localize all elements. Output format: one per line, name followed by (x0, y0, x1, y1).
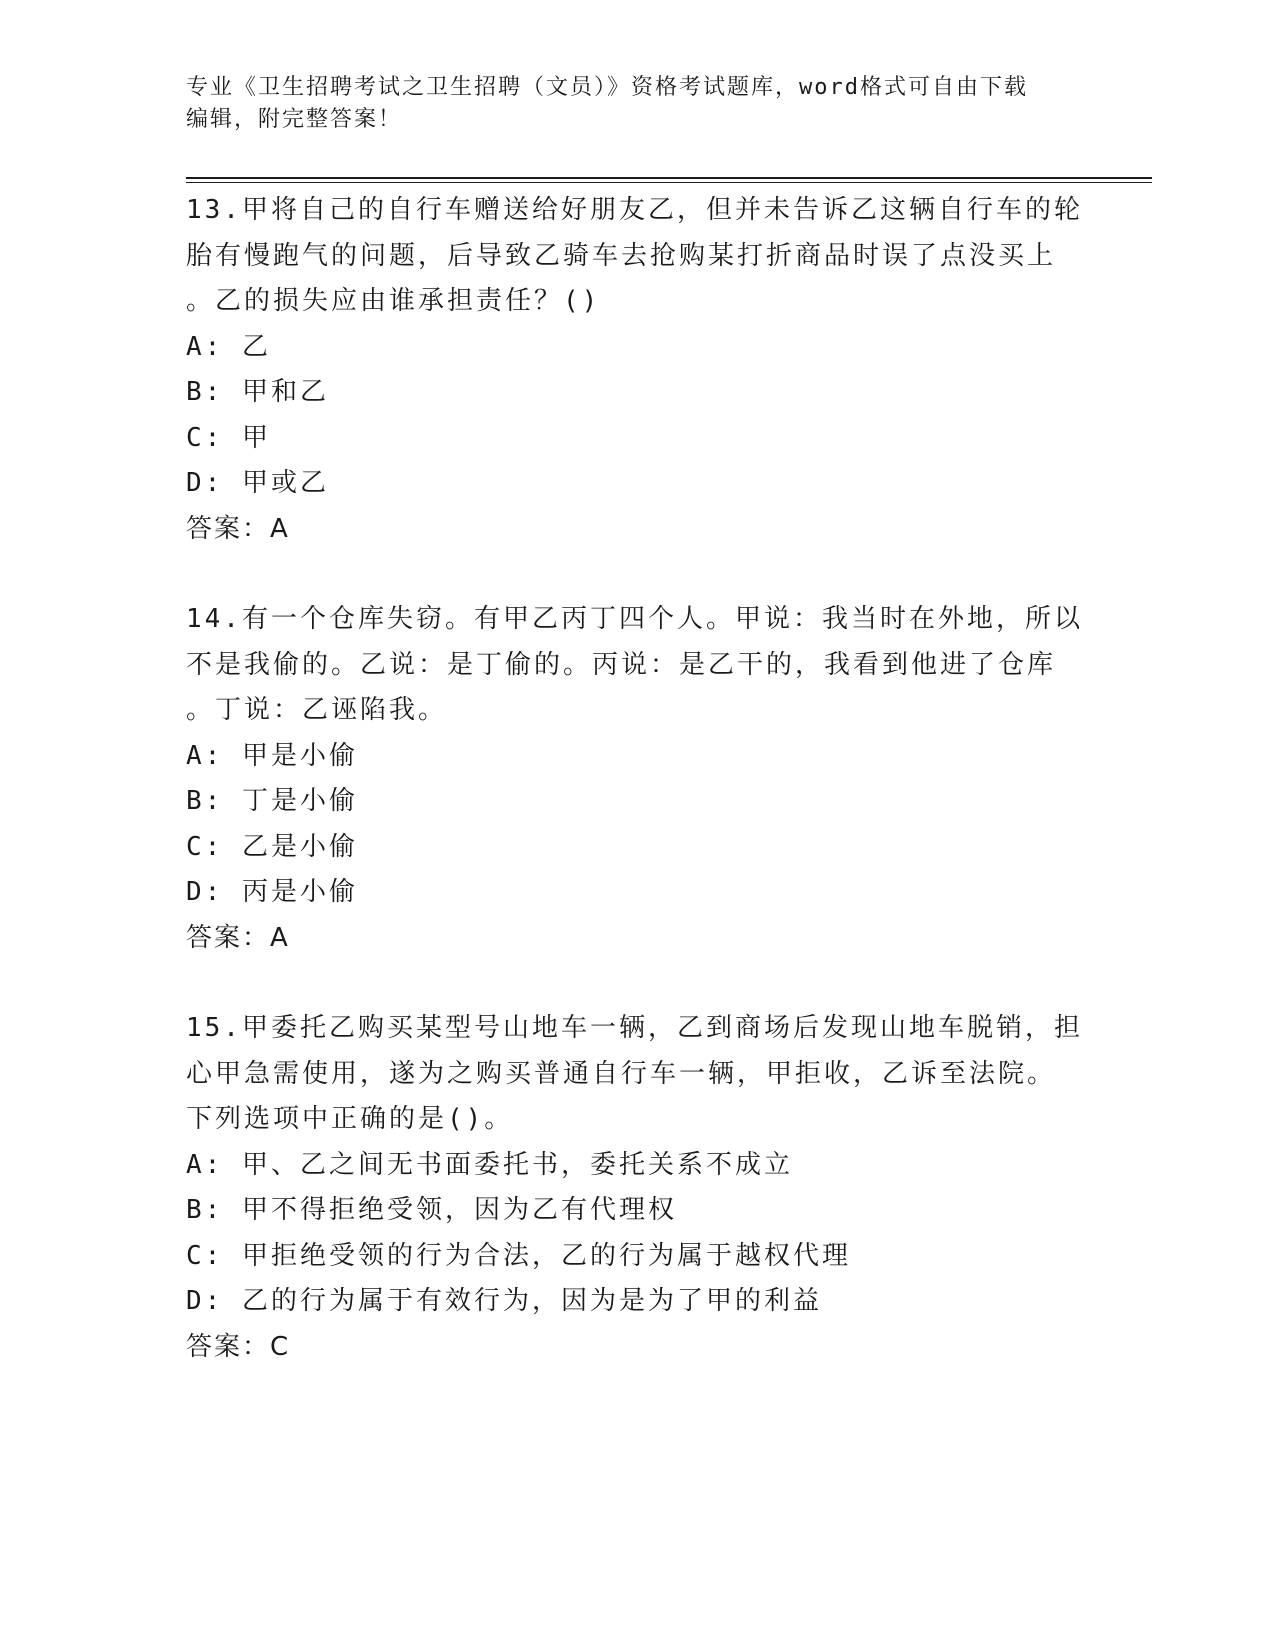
question-stem-line: 14.有一个仓库失窃。有甲乙丙丁四个人。甲说：我当时在外地，所以 (186, 604, 1083, 634)
question-stem-line: 胎有慢跑气的问题，后导致乙骑车去抢购某打折商品时误了点没买上 (186, 240, 1057, 271)
question-14 (186, 597, 1086, 961)
header-line-1: 专业《卫生招聘考试之卫生招聘（文员）》资格考试题库，word格式可自由下载 (186, 75, 1028, 100)
option-c: C: 甲拒绝受领的行为合法，乙的行为属于越权代理 (186, 1240, 851, 1271)
question-13 (186, 188, 1086, 552)
option-b: B: 甲不得拒绝受领，因为乙有代理权 (186, 1195, 677, 1225)
option-d: D: 丙是小偷 (186, 877, 358, 907)
option-d: D: 甲或乙 (186, 468, 329, 498)
question-stem-line: 下列选项中正确的是()。 (186, 1104, 514, 1134)
question-stem-line: 心甲急需使用，遂为之购买普通自行车一辆，甲拒收，乙诉至法院。 (186, 1058, 1057, 1089)
answer-line: 答案：C (186, 1331, 291, 1362)
option-a: A: 甲是小偷 (186, 740, 358, 771)
answer-line: 答案：A (186, 922, 290, 953)
answer-line: 答案：A (186, 513, 290, 544)
option-a: A: 甲、乙之间无书面委托书，委托关系不成立 (186, 1149, 793, 1180)
option-a: A: 乙 (186, 331, 271, 362)
header-divider-thin (186, 182, 1152, 183)
option-c: C: 乙是小偷 (186, 831, 358, 862)
question-stem-line: 13.甲将自己的自行车赠送给好朋友乙，但并未告诉乙这辆自行车的轮 (186, 195, 1083, 225)
question-stem-line: 15.甲委托乙购买某型号山地车一辆，乙到商场后发现山地车脱销，担 (186, 1013, 1083, 1043)
option-d: D: 乙的行为属于有效行为，因为是为了甲的利益 (186, 1286, 822, 1316)
question-stem-line: 。丁说：乙诬陷我。 (186, 695, 448, 725)
question-stem-line: 。乙的损失应由谁承担责任？() (186, 286, 601, 316)
header-divider-thick (186, 177, 1152, 179)
option-b: B: 甲和乙 (186, 377, 329, 407)
option-b: B: 丁是小偷 (186, 786, 358, 816)
header-line-2: 编辑，附完整答案！ (186, 107, 403, 132)
document-header (186, 72, 1076, 136)
question-15 (186, 1006, 1086, 1370)
option-c: C: 甲 (186, 422, 271, 453)
question-stem-line: 不是我偷的。乙说：是丁偷的。丙说：是乙干的，我看到他进了仓库 (186, 649, 1057, 680)
